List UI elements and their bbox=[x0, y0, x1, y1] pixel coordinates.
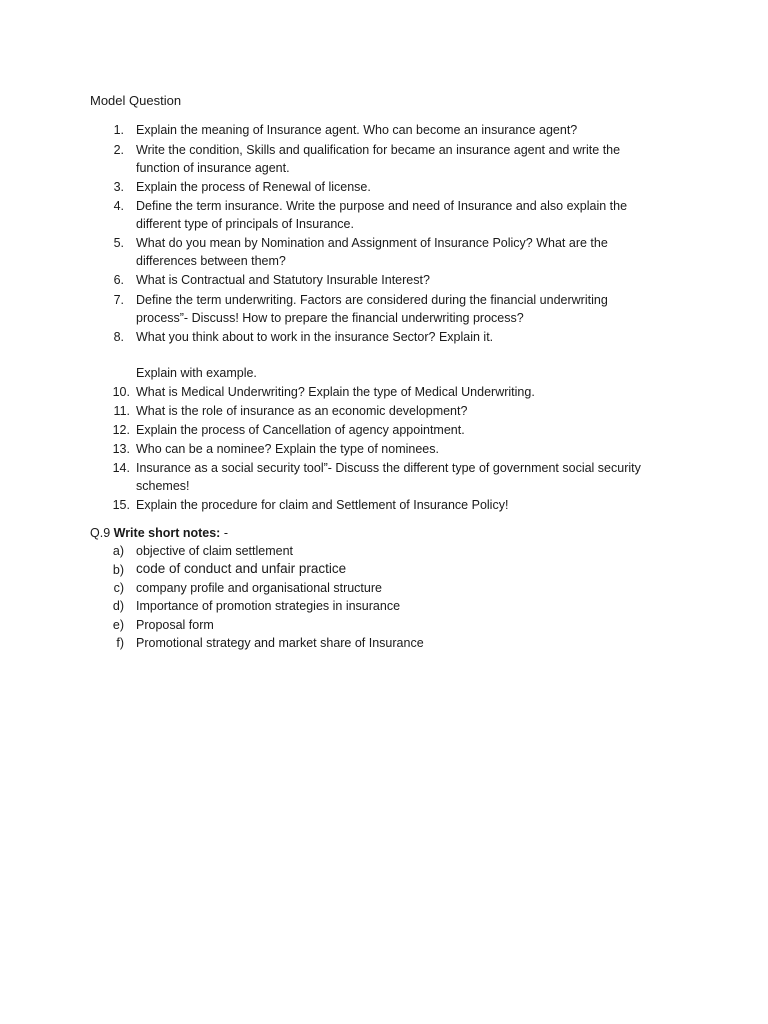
question-text-continued: different type of principals of Insurance. bbox=[136, 217, 354, 231]
short-note-item: Proposal form bbox=[136, 618, 214, 632]
short-note-letter: f) bbox=[116, 636, 124, 650]
question-number: 4. bbox=[113, 199, 124, 213]
short-notes-prefix: Q.9 bbox=[90, 526, 114, 540]
question-number: 2. bbox=[113, 143, 124, 157]
question-number: 7. bbox=[113, 293, 124, 307]
question-number: 13. bbox=[112, 442, 130, 456]
question-text-continued: schemes! bbox=[136, 479, 190, 493]
question-text: What is the role of insurance as an economic development? bbox=[136, 404, 468, 418]
short-note-letter: b) bbox=[112, 563, 124, 577]
question-text: What is Medical Underwriting? Explain the type of Medical Underwriting. bbox=[136, 385, 535, 399]
short-notes-suffix: - bbox=[220, 526, 228, 540]
short-note-item: company profile and organisational structure bbox=[136, 581, 382, 595]
question-text: Insurance as a social security tool”- Discuss the different type of government social security bbox=[136, 461, 641, 475]
short-note-item: objective of claim settlement bbox=[136, 544, 294, 558]
question-text: What you think about to work in the insurance Sector? Explain it. bbox=[136, 330, 494, 344]
question-number: 15. bbox=[112, 498, 130, 512]
question-text: Explain the meaning of Insurance agent. Who can become an insurance agent? bbox=[136, 123, 578, 137]
question-number: 11. bbox=[113, 404, 130, 418]
question-number: 12. bbox=[112, 423, 130, 437]
question-text: Explain the process of Renewal of license. bbox=[136, 180, 371, 194]
question-number: 14. bbox=[112, 461, 130, 475]
short-note-letter: a) bbox=[112, 544, 124, 558]
question-text: What do you mean by Nomination and Assignment of Insurance Policy? What are the bbox=[136, 236, 608, 250]
question-text-continued: Explain with example. bbox=[136, 366, 257, 380]
question-number: 10. bbox=[112, 385, 130, 399]
question-number: 5. bbox=[113, 236, 124, 250]
question-text: Define the term underwriting. Factors are considered during the financial underwriting bbox=[136, 293, 608, 307]
short-notes-heading bbox=[90, 524, 228, 542]
question-text: Define the term insurance. Write the purpose and need of Insurance and also explain the bbox=[136, 199, 628, 213]
question-number: 8. bbox=[113, 330, 124, 344]
page-title: Model Question bbox=[90, 93, 182, 108]
short-note-letter: c) bbox=[113, 581, 124, 595]
question-number: 1. bbox=[113, 123, 124, 137]
question-text: Who can be a nominee? Explain the type of nominees. bbox=[136, 442, 439, 456]
question-text-continued: differences between them? bbox=[136, 254, 286, 268]
question-text-continued: function of insurance agent. bbox=[136, 161, 290, 175]
short-note-letter: e) bbox=[112, 618, 124, 632]
short-note-item: code of conduct and unfair practice bbox=[136, 561, 347, 576]
question-number: 3. bbox=[113, 180, 124, 194]
short-notes-label: Write short notes: bbox=[113, 526, 221, 540]
short-note-item: Promotional strategy and market share of Insurance bbox=[136, 636, 424, 650]
question-text: Explain the process of Cancellation of agency appointment. bbox=[136, 423, 465, 437]
question-text-continued: process”- Discuss! How to prepare the financial underwriting process? bbox=[136, 311, 524, 325]
question-number: 6. bbox=[113, 273, 124, 287]
question-text: Write the condition, Skills and qualification for became an insurance agent and write the bbox=[136, 143, 621, 157]
short-note-letter: d) bbox=[112, 599, 124, 613]
question-text: Explain the procedure for claim and Settlement of Insurance Policy! bbox=[136, 498, 509, 512]
question-text: What is Contractual and Statutory Insurable Interest? bbox=[136, 273, 430, 287]
short-note-item: Importance of promotion strategies in insurance bbox=[136, 599, 401, 613]
